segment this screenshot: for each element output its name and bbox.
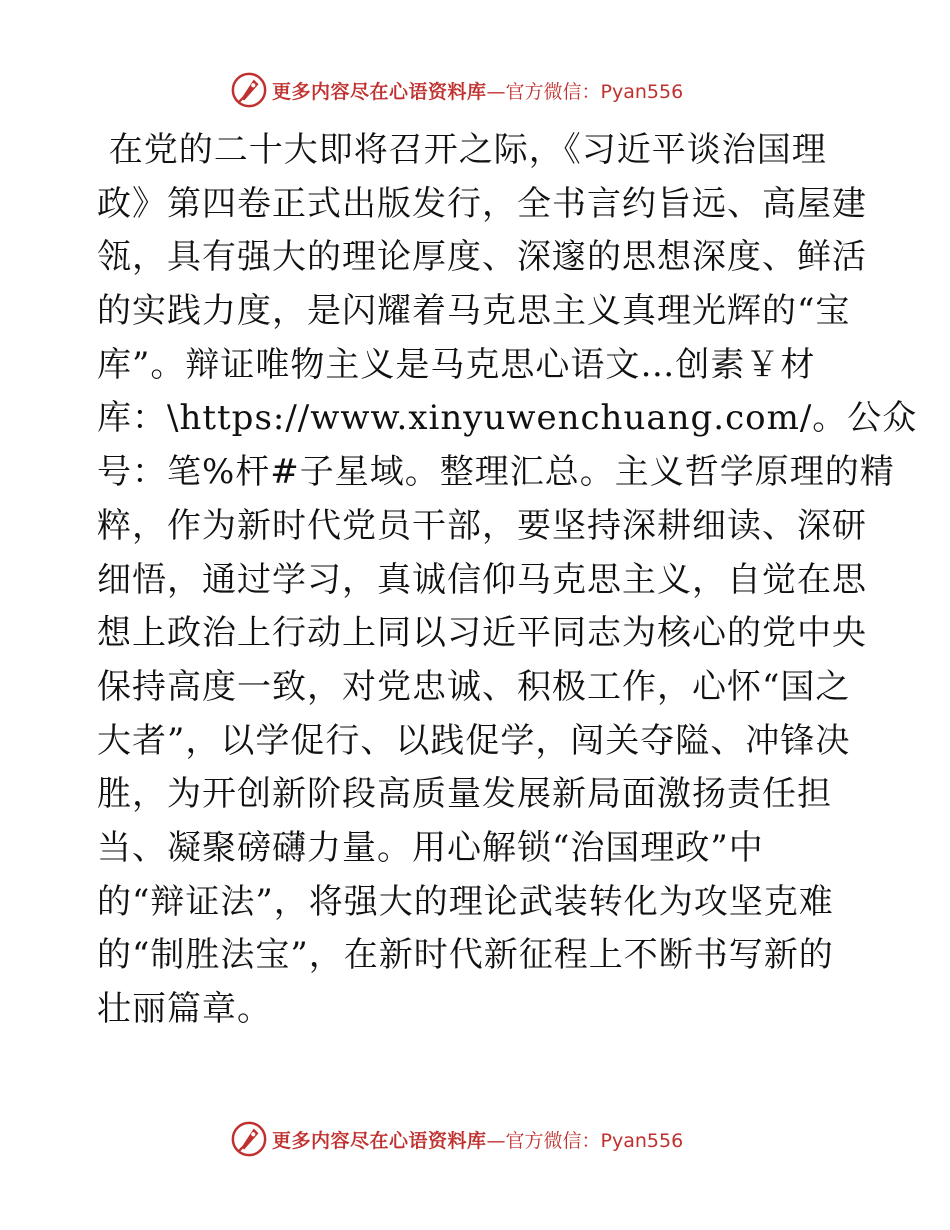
body-line-9: 细悟，通过学习，真诚信仰马克思主义，自觉在思 (97, 559, 867, 600)
body-line-6: 库：\https://www.xinyuwenchuang.com/。公众 (97, 398, 918, 439)
body-line-7: 号：笔%杆#子星域。整理汇总。主义哲学原理的精 (97, 452, 895, 493)
body-line-14: 当、凝聚磅礴力量。用心解锁“治国理政”中 (97, 827, 764, 868)
body-line-12: 大者”，以学促行、以践促学，闯关夺隘、冲锋决 (97, 720, 851, 761)
body-line-8: 粹，作为新时代党员干部，要坚持深耕细读、深研 (97, 505, 867, 546)
body-line-11: 保持高度一致，对党忠诚、积极工作，心怀“国之 (97, 666, 851, 707)
article-body (97, 124, 918, 1037)
header-banner (230, 70, 683, 110)
body-line-15: 的“辩证法”，将强大的理论武装转化为攻坚克难 (97, 881, 834, 922)
body-line-2: 政》第四卷正式出版发行，全书言约旨远、高屋建 (97, 183, 867, 224)
body-line-4: 的实践力度，是闪耀着马克思主义真理光辉的“宝 (97, 291, 851, 332)
header-brand-text: 更多内容尽在心语资料库 (272, 80, 487, 103)
footer-brand-text: 更多内容尽在心语资料库 (272, 1129, 487, 1152)
body-line-17: 壮丽篇章。 (97, 989, 272, 1029)
pen-nib-logo-icon (230, 1120, 268, 1158)
body-line-16: 的“制胜法宝”，在新时代新征程上不断书写新的 (97, 935, 834, 976)
body-line-1: 在党的二十大即将召开之际，《习近平谈治国理 (97, 130, 827, 170)
header-contact-text: —官方微信：Pyan556 (486, 80, 684, 103)
body-line-10: 想上政治上行动上同以习近平同志为核心的党中央 (97, 613, 867, 654)
body-line-3: 瓴，具有强大的理论厚度、深邃的思想深度、鲜活 (97, 237, 867, 278)
body-line-13: 胜，为开创新阶段高质量发展新局面激扬责任担 (97, 774, 832, 815)
footer-contact-text: —官方微信：Pyan556 (486, 1129, 684, 1152)
body-line-5: 库”。辩证唯物主义是马克思心语文…创素￥材 (97, 344, 816, 385)
footer-banner (230, 1119, 683, 1159)
pen-nib-logo-icon (230, 71, 268, 109)
